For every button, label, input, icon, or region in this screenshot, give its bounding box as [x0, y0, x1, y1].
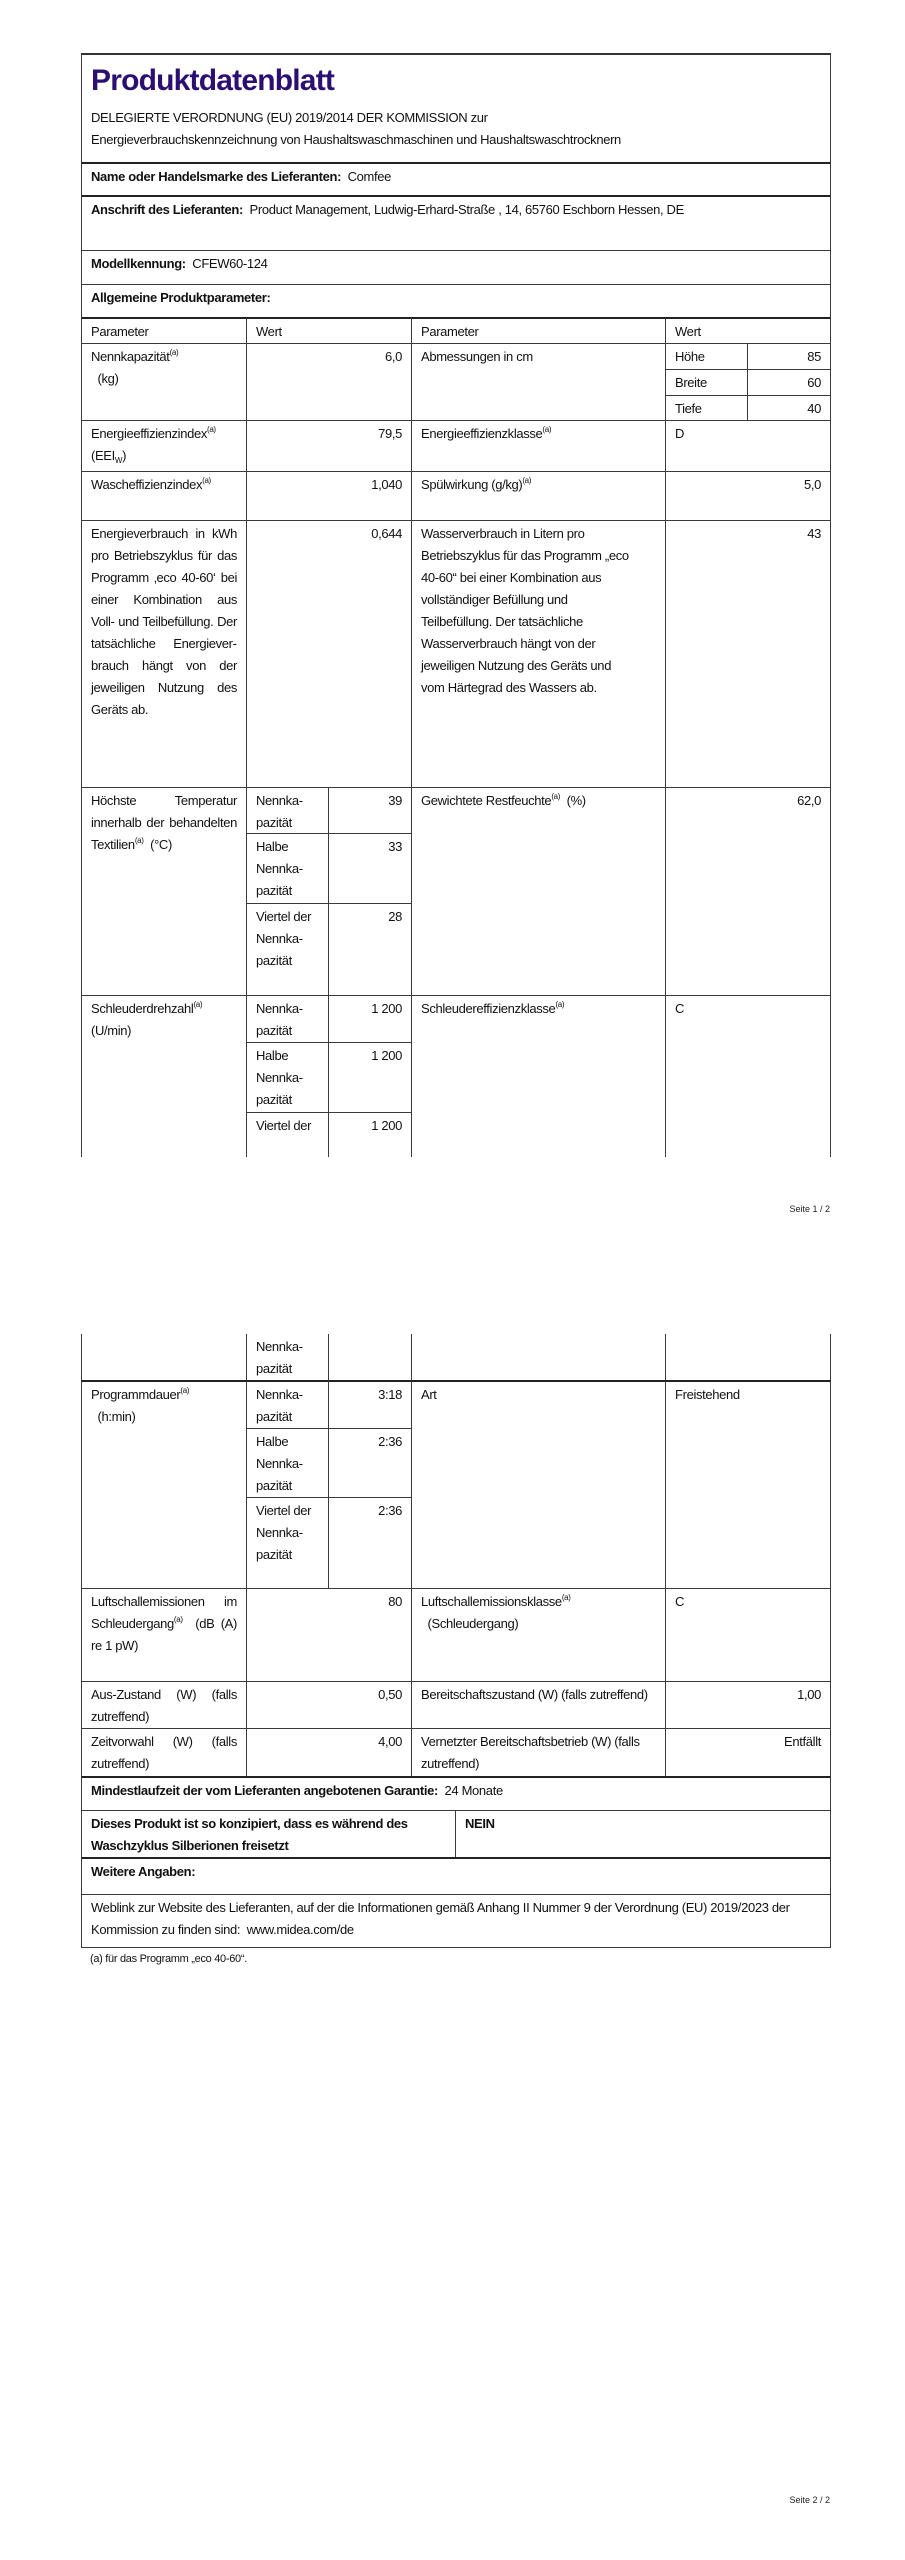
duration-full-value: 3:18 — [328, 1380, 412, 1429]
supplier-name-row: Name oder Handelsmarke des Lieferanten: Comfee — [81, 162, 831, 196]
regulation-text: DELEGIERTE VERORDNUNG (EU) 2019/2014 DER KOMMISSION zur Energieverbrauchskennzeichnung von Haushaltswaschmaschinen und Haushaltswaschtrocknern — [91, 110, 621, 147]
dimensions-label: Abmessungen in cm — [411, 343, 666, 421]
moisture-value: 62,0 — [665, 787, 831, 996]
page-title: Produktdatenblatt — [91, 64, 335, 97]
spin-full-value: 1 200 — [328, 995, 412, 1043]
further-info-heading: Weitere Angaben: — [81, 1857, 831, 1895]
column-header: Parameter — [411, 317, 666, 344]
silver-ions-label: Dieses Produkt ist so konzipiert, dass es während des Waschzyklus Silberionen freisetzt — [81, 1810, 456, 1858]
column-header: Parameter — [81, 317, 247, 344]
supplier-weblink[interactable]: www.midea.com/de — [246, 1922, 354, 1937]
supplier-address: Product Management, Ludwig-Erhard-Straße , 14, 65760 Eschborn Hessen, DE — [249, 202, 684, 217]
page-number: Seite 2 / 2 — [789, 2495, 830, 2505]
type-value: Freistehend — [665, 1380, 831, 1589]
duration-half-value: 2:36 — [328, 1428, 412, 1498]
model-row: Modellkennung: CFEW60-124 — [81, 250, 831, 285]
spin-half-label: Halbe Nennkapazität — [246, 1042, 329, 1113]
temp-quarter-label: Viertel der Nennkapazität — [246, 903, 329, 996]
spin-class-label-continued — [411, 1334, 666, 1381]
duration-half-label: Halbe Nennkapazität — [246, 1428, 329, 1498]
wash-index-label: Wascheffizienzindex$^{(a)}$ — [81, 471, 247, 521]
temp-quarter-value: 28 — [328, 903, 412, 996]
footnote: (a) für das Programm „eco 40-60“. — [90, 1953, 247, 1965]
depth-value: 40 — [747, 395, 831, 421]
rinse-label: Spülwirkung $(g/kg)^{(a)}$ — [411, 471, 666, 521]
height-label: Höhe — [665, 343, 748, 370]
delay-start-value: 4,00 — [246, 1728, 412, 1777]
depth-label: Tiefe — [665, 395, 748, 421]
rinse-value: 5,0 — [665, 471, 831, 521]
noise-value: 80 — [246, 1588, 412, 1682]
capacity-label: Nennkapazität$^{(a)}$ (kg) — [81, 343, 247, 421]
warranty-row: Mindestlaufzeit der vom Lieferanten angebotenen Garantie: 24 Monate — [81, 1776, 831, 1811]
spin-half-value: 1 200 — [328, 1042, 412, 1113]
warranty-value: 24 Monate — [444, 1783, 503, 1798]
energy-consumption-value: 0,644 — [246, 520, 412, 788]
networked-standby-label: Vernetzter Bereitschaftsbetrieb (W) (falls zutreffend) — [411, 1728, 666, 1777]
temp-half-value: 33 — [328, 833, 412, 904]
type-label: Art — [411, 1380, 666, 1589]
spin-class-label: Schleudereffizienzklasse$^{(a)}$ — [411, 995, 666, 1157]
column-header: Wert — [246, 317, 412, 344]
water-consumption-label: Wasserverbrauch in Litern pro Betriebszyklus für das Programm „eco 40-60“ bei einer Kombination aus vollständiger Befüllung und Teilbefüllung. Der tatsächliche Wasserverbrauch hängt von der jeweiligen Nutzung des Geräts und vom Härtegrad des Wassers ab. — [411, 520, 666, 788]
energy-class-value: D — [665, 420, 831, 472]
height-value: 85 — [747, 343, 831, 370]
energy-consumption-label: Energieverbrauch in kWh pro Betriebszyklus für das Programm ‚eco 40-60‘ bei einer Kombination aus Voll- und Teilbefüllung. Der tatsächliche Energieverbrauch hängt von der jeweiligen Nutzung des Geräts ab. — [81, 520, 247, 788]
general-params-heading: Allgemeine Produktparameter: — [81, 284, 831, 318]
standby-label: Bereitschaftszustand (W) (falls zutreffend) — [411, 1681, 666, 1729]
spin-quarter-label-continued: Nennkapazität — [246, 1334, 329, 1381]
header-box — [81, 53, 831, 163]
temp-half-label: Halbe Nennkapazität — [246, 833, 329, 904]
energy-class-label: Energieeffizienzklasse$^{(a)}$ — [411, 420, 666, 472]
model-id: CFEW60-124 — [192, 256, 268, 271]
page-number: Seite 1 / 2 — [789, 1204, 830, 1214]
weblink-row: Weblink zur Website des Lieferanten, auf der die Informationen gemäß Anhang II Nummer 9 der Verordnung (EU) 2019/2023 der Kommission zu finden sind: www.midea.com/de — [81, 1894, 831, 1948]
silver-ions-value: NEIN — [455, 1810, 831, 1858]
supplier-name: Comfee — [347, 169, 392, 184]
spin-quarter-value-continued — [328, 1334, 412, 1381]
water-consumption-value: 43 — [665, 520, 831, 788]
wash-index-value: 1,040 — [246, 471, 412, 521]
width-label: Breite — [665, 369, 748, 396]
spin-speed-label: Schleuderdrehzahl$^{(a)}$ (U/min) — [81, 995, 247, 1157]
duration-quarter-label: Viertel der Nennkapazität — [246, 1497, 329, 1589]
spin-quarter-value: 1 200 — [328, 1112, 412, 1157]
temp-full-label: Nennkapazität — [246, 787, 329, 834]
spin-full-label: Nennkapazität — [246, 995, 329, 1043]
spin-class-value-continued — [665, 1334, 831, 1381]
max-temp-label: Höchste Temperatur innerhalb der behandelten Textilien$^{(a)}$ (°C) — [81, 787, 247, 996]
supplier-address-row: Anschrift des Lieferanten: Product Management, Ludwig-Erhard-Straße , 14, 65760 Eschborn Hessen, DE — [81, 195, 831, 251]
duration-label: Programmdauer$^{(a)}$ (h:min) — [81, 1380, 247, 1589]
noise-class-label: Luftschallemissionsklasse$^{(a)}$ (Schleudergang) — [411, 1588, 666, 1682]
standby-value: 1,00 — [665, 1681, 831, 1729]
delay-start-label: Zeitvorwahl (W) (falls zutreffend) — [81, 1728, 247, 1777]
temp-full-value: 39 — [328, 787, 412, 834]
moisture-label: Gewichtete Restfeuchte$^{(a)}$ (%) — [411, 787, 666, 996]
eei-label: Energieeffizienzindex$^{(a)}$ $(EEI_W)$ — [81, 420, 247, 472]
off-mode-value: 0,50 — [246, 1681, 412, 1729]
noise-label: Luftschallemissionen im Schleudergang$^{(a)}$ (dB (A) re 1 pW) — [81, 1588, 247, 1682]
eei-value: 79,5 — [246, 420, 412, 472]
width-value: 60 — [747, 369, 831, 396]
spin-quarter-label: Viertel der — [246, 1112, 329, 1157]
noise-class-value: C — [665, 1588, 831, 1682]
spin-continuation-label-empty — [81, 1334, 247, 1381]
column-header: Wert — [665, 317, 831, 344]
off-mode-label: Aus-Zustand (W) (falls zutreffend) — [81, 1681, 247, 1729]
duration-full-label: Nennkapazität — [246, 1380, 329, 1429]
spin-class-value: C — [665, 995, 831, 1157]
networked-standby-value: Entfällt — [665, 1728, 831, 1777]
capacity-value: 6,0 — [246, 343, 412, 421]
duration-quarter-value: 2:36 — [328, 1497, 412, 1589]
